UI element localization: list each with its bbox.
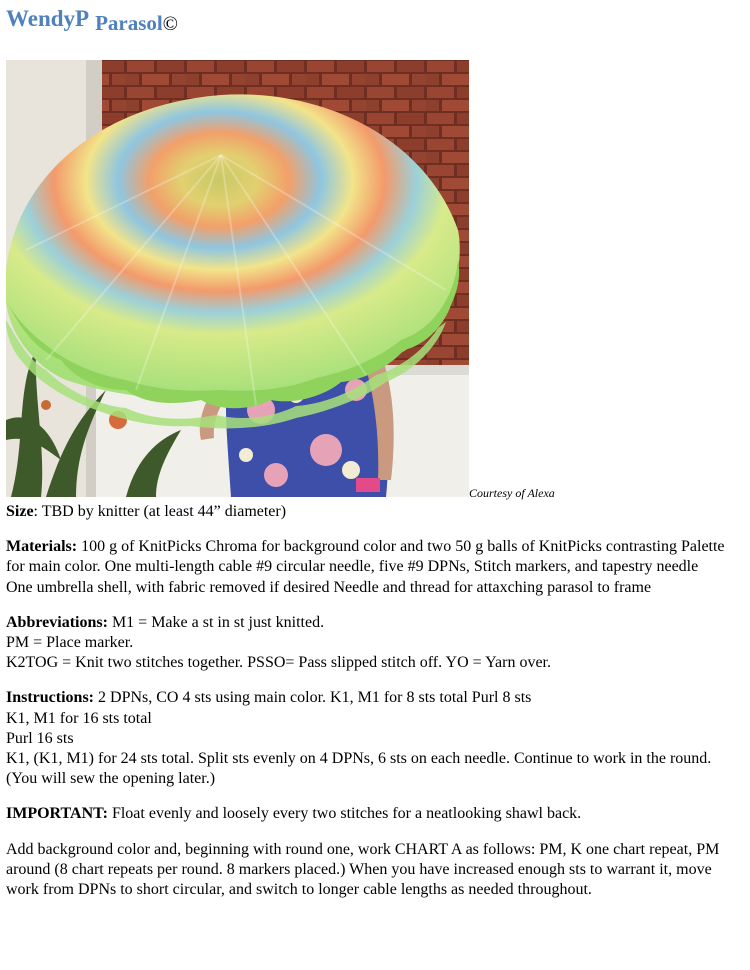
important-text: Float evenly and loosely every two stitches for a neatlooking shawl back. xyxy=(107,805,582,823)
instructions-label: Instructions: xyxy=(6,689,95,707)
important-paragraph xyxy=(6,804,746,824)
pattern-text xyxy=(6,502,746,915)
page-title xyxy=(6,6,178,35)
size-paragraph xyxy=(6,502,746,522)
parasol-photo xyxy=(6,60,469,497)
title-part-parasol: Parasol xyxy=(95,11,163,35)
instructions-line-1: 2 DPNs, CO 4 sts using main color. K1, M1 for 8 sts total Purl 8 sts xyxy=(94,689,532,707)
instructions-line-4: K1, (K1, M1) for 24 sts total. Split sts evenly on 4 DPNs, 6 sts on each needle. Continue to work in the round. (You will sew the opening later.) xyxy=(6,750,712,788)
photo-credit: Courtesy of Alexa xyxy=(469,486,555,500)
abbreviations-line-2: PM = Place marker. xyxy=(6,634,134,652)
important-label: IMPORTANT: xyxy=(6,805,108,823)
size-text: : TBD by knitter (at least 44” diameter) xyxy=(33,503,287,520)
materials-line-1: 100 g of KnitPicks Chroma for background color and two 50 g balls of KnitPicks contrasting Palette for main color. One multi-length cable #9 circular needle, five #9 DPNs, Stitch markers, and tapestry needle xyxy=(6,538,725,576)
instructions-paragraph xyxy=(6,688,746,789)
materials-line-2: One umbrella shell, with fabric removed if desired Needle and thread for attaxching parasol to frame xyxy=(6,578,652,596)
copyright-symbol: © xyxy=(162,13,178,35)
materials-label: Materials: xyxy=(6,538,78,556)
abbreviations-line-3: K2TOG = Knit two stitches together. PSSO= Pass slipped stitch off. YO = Yarn over. xyxy=(6,654,551,672)
abbreviations-line-1: M1 = Make a st in st just knitted. xyxy=(107,613,325,631)
instructions-line-2: K1, M1 for 16 sts total xyxy=(6,709,152,727)
abbreviations-label: Abbreviations: xyxy=(6,613,108,631)
materials-paragraph xyxy=(6,537,746,598)
instructions-line-3: Purl 16 sts xyxy=(6,729,74,747)
size-label: Size xyxy=(6,503,34,520)
title-part-wendyp: WendyP xyxy=(6,6,90,31)
abbreviations-paragraph xyxy=(6,613,746,674)
closing-paragraph: Add background color and, beginning with round one, work CHART A as follows: PM, K one chart repeat, PM around (8 chart repeats per round. 8 markers placed.) When you have increased enough sts to warrant it, move work from DPNs to short circular, and switch to longer cable lengths as needed throughout. xyxy=(6,840,720,899)
